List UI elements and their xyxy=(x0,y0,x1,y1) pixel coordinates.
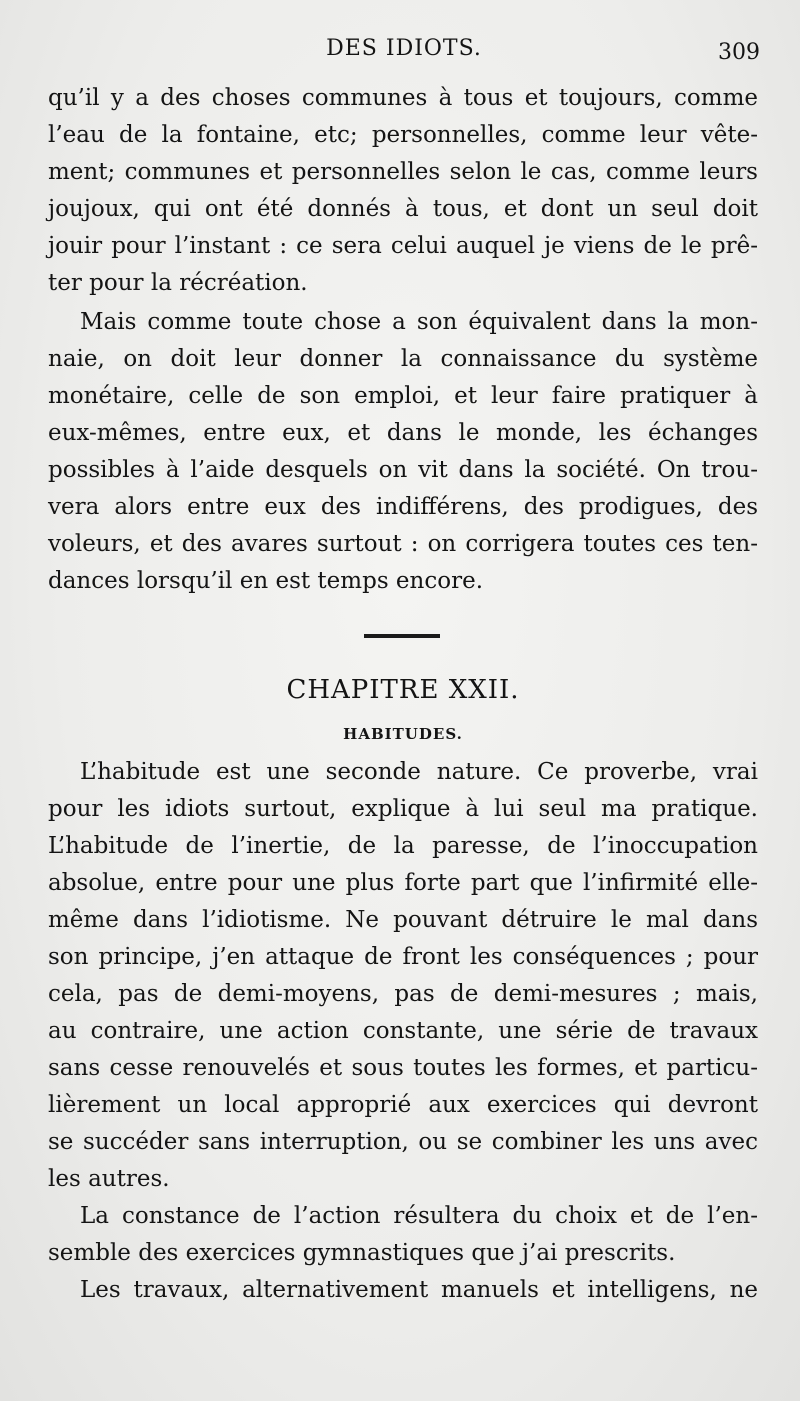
text-line: ter pour la récréation. xyxy=(48,270,308,296)
chapter-title: CHAPITRE XXII. xyxy=(286,675,520,705)
body-text xyxy=(48,80,758,1309)
text-line: L’habitude de l’inertie, de la paresse, de l’inoccupation xyxy=(48,833,758,859)
text-line: eux-mêmes, entre eux, et dans le monde, les échanges xyxy=(48,420,758,446)
text-line: lièrement un local approprié aux exercices qui devront xyxy=(48,1092,758,1118)
text-line: l’eau de la fontaine, etc; personnelles, comme leur vête- xyxy=(48,122,758,148)
text-line: Les travaux, alternativement manuels et intelligens, ne xyxy=(80,1277,758,1303)
text-line: joujoux, qui ont été donnés à tous, et dont un seul doit xyxy=(48,196,758,222)
paragraph xyxy=(48,80,758,302)
text-line: La constance de l’action résultera du choix et de l’en- xyxy=(80,1203,758,1229)
running-head: DES IDIOTS. xyxy=(326,36,482,61)
text-line: L’habitude est une seconde nature. Ce proverbe, vrai xyxy=(80,759,758,785)
text-line: qu’il y a des choses communes à tous et toujours, comme xyxy=(48,85,758,111)
paragraph xyxy=(48,754,758,1198)
paragraph xyxy=(48,1198,758,1272)
text-line: dances lorsqu’il en est temps encore. xyxy=(48,568,484,594)
text-line: absolue, entre pour une plus forte part que l’infirmité elle- xyxy=(48,870,758,896)
text-line: se succéder sans interruption, ou se combiner les uns avec xyxy=(48,1129,758,1155)
page-header xyxy=(48,36,760,76)
text-line: son principe, j’en attaque de front les conséquences ; pour xyxy=(48,944,758,970)
text-line: voleurs, et des avares surtout : on corrigera toutes ces ten- xyxy=(48,531,758,557)
paragraph xyxy=(48,304,758,600)
text-line: sans cesse renouvelés et sous toutes les formes, et particu- xyxy=(48,1055,758,1081)
divider-rule xyxy=(364,634,440,638)
text-line: même dans l’idiotisme. Ne pouvant détruire le mal dans xyxy=(48,907,758,933)
text-line: vera alors entre eux des indifférens, des prodigues, des xyxy=(48,494,758,520)
text-line: jouir pour l’instant : ce sera celui auquel je viens de le prê- xyxy=(48,233,758,259)
text-line: pour les idiots surtout, explique à lui seul ma pratique. xyxy=(48,796,758,822)
section-title: HABITUDES. xyxy=(343,725,463,743)
paragraph xyxy=(48,1272,758,1309)
page-number: 309 xyxy=(718,40,760,65)
text-line: naie, on doit leur donner la connaissance du système xyxy=(48,346,758,372)
text-line: au contraire, une action constante, une série de travaux xyxy=(48,1018,758,1044)
text-line: ment; communes et personnelles selon le cas, comme leurs xyxy=(48,159,758,185)
text-line: monétaire, celle de son emploi, et leur faire pratiquer à xyxy=(48,383,758,409)
text-line: cela, pas de demi-moyens, pas de demi-mesures ; mais, xyxy=(48,981,758,1007)
text-line: Mais comme toute chose a son équivalent dans la mon- xyxy=(80,309,758,335)
text-line: semble des exercices gymnastiques que j’ai prescrits. xyxy=(48,1240,676,1266)
text-line: les autres. xyxy=(48,1166,170,1192)
text-line: possibles à l’aide desquels on vit dans la société. On trou- xyxy=(48,457,758,483)
chapter-divider xyxy=(48,600,758,670)
